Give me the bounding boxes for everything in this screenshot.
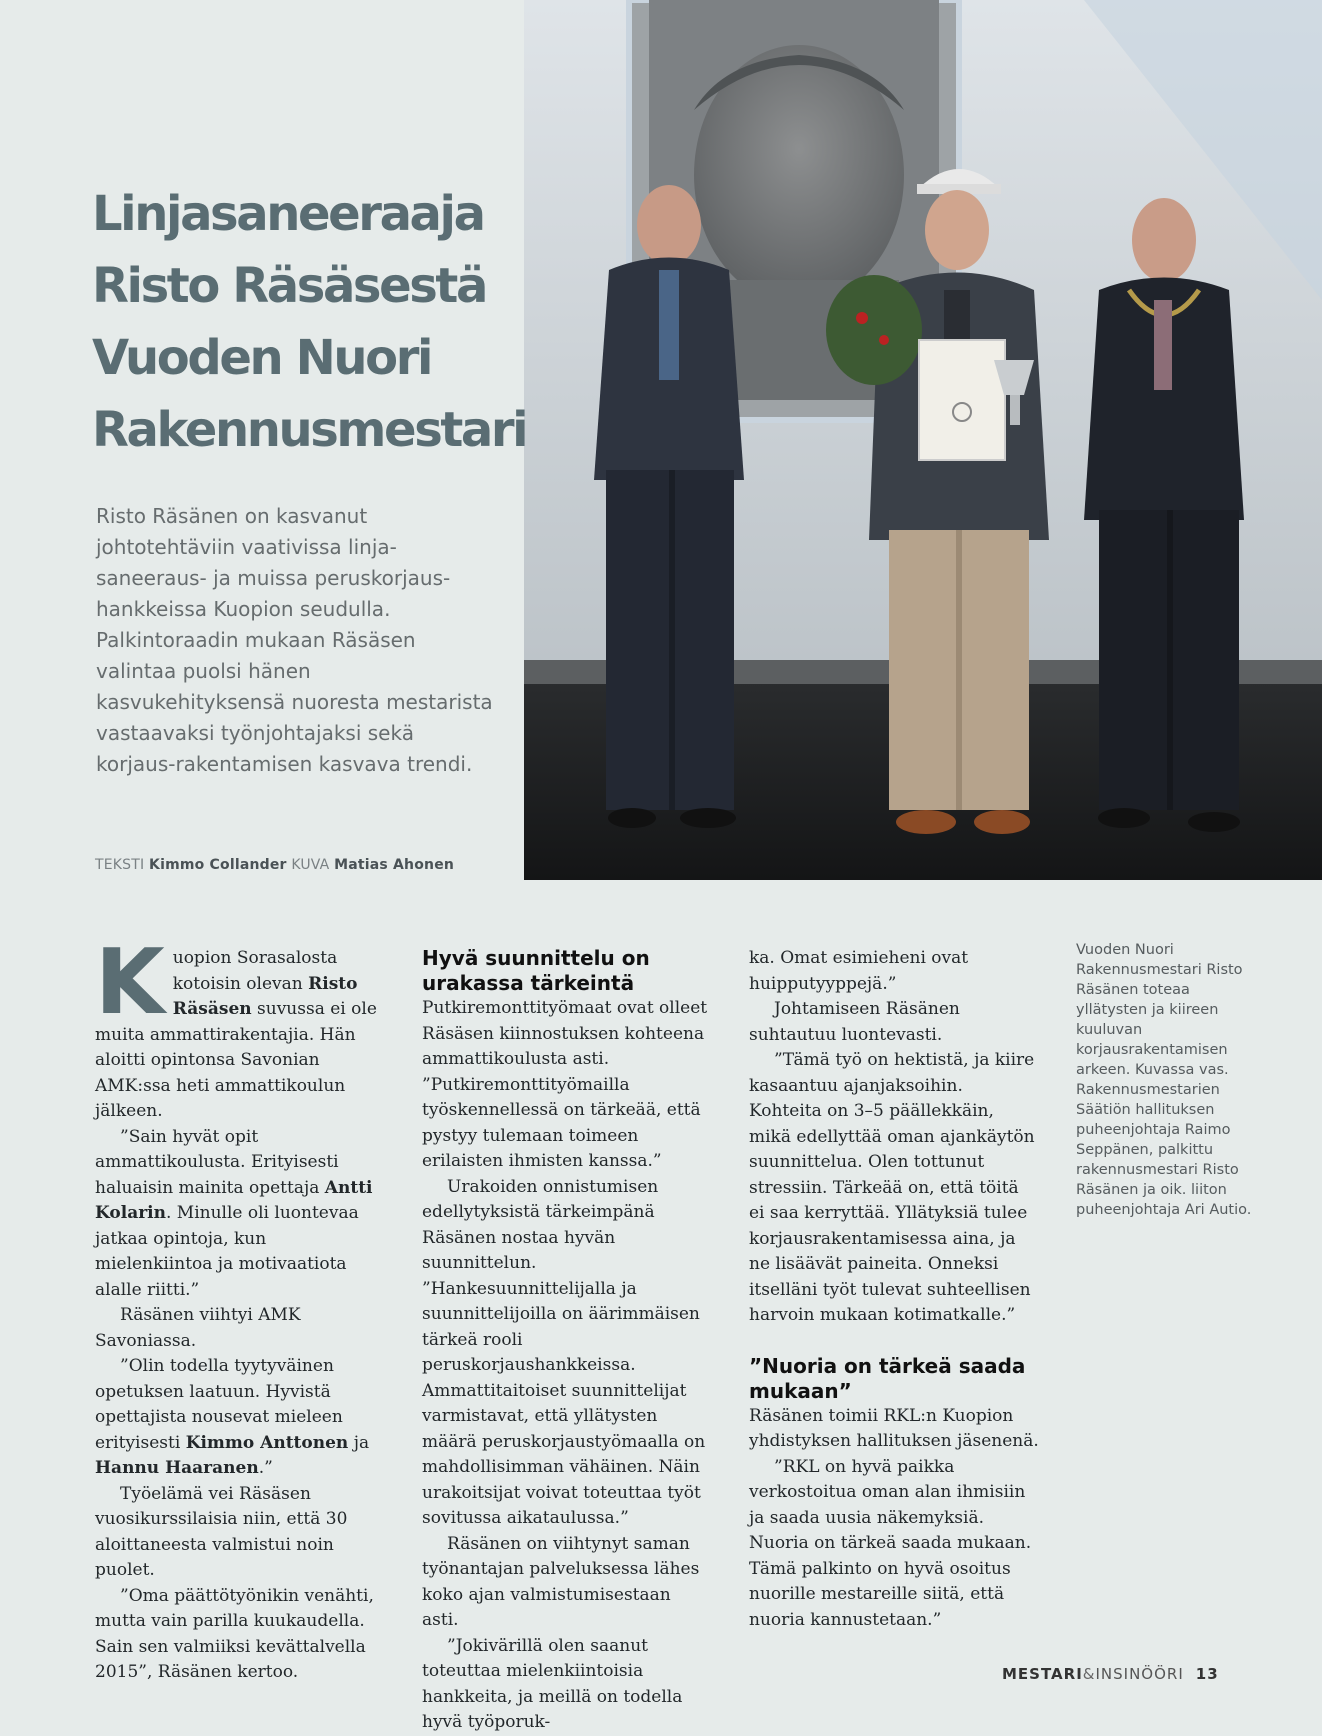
paragraph xyxy=(95,930,385,1125)
byline xyxy=(95,857,454,873)
paragraph: Urakoiden onnistumisen edellytyksistä tärkeimpänä Räsänen nostaa hyvän suunnittelun. ”Hankesuunnittelijalla ja suunnittelijoilla on äärimmäisen tärkeä rooli peruskorjaushankkeissa. Ammattitaitoiset suunnittelijat varmistavat, että yllätysten määrä peruskorjaustyömaalla on mahdollisimman vähäinen. Näin urakoitsijat voivat toteuttaa työt sovitussa aikataulussa.” xyxy=(422,1176,706,1528)
paragraph: ”Jokivärillä olen saanut toteuttaa mielenkiintoisia hankkeita, ja meillä on todella hyvä työporuk- xyxy=(422,1635,683,1732)
text: . Minulle oli luontevaa jatkaa opintoja, kun mielenkiintoa ja motivaatiota alalle riitti.” xyxy=(95,1203,359,1300)
article-column-3 xyxy=(749,946,1039,1633)
paragraph: ”Tämä työ on hektistä, ja kiire kasaantuu ajanjaksoihin. Kohteita on 3–5 päällekkäin, mikä edellyttää oman ajankäytön suunnittelua. Olen tottunut stressiin. Tärkeää on, että töitä ei saa kerryttää. Yllätyksiä tulee korjausrakentamisessa aina, ja ne lisäävät paineita. Onneksi itselläni työt tulevat suhteellisen harvoin mukaan kotimatkalle.” xyxy=(749,1050,1035,1325)
article-column-2 xyxy=(422,946,712,1736)
award-photo xyxy=(524,0,1322,880)
person-name: Risto Räsäsen xyxy=(172,973,358,1019)
paragraph: Työelämä vei Räsäsen vuosikurssilaisia niin, että 30 aloittaneesta valmistui noin puolet. xyxy=(95,1483,348,1580)
byline-text-label: TEKSTI xyxy=(95,857,145,873)
person-name: Hannu Haaranen xyxy=(95,1458,259,1478)
paragraph: Johtamiseen Räsänen suhtautuu luontevasti. xyxy=(749,999,960,1045)
person-name: Kimmo Anttonen xyxy=(185,1432,349,1453)
text: ja xyxy=(348,1432,370,1453)
text: ”Olin todella tyytyväinen opetuksen laatuun. Hyvistä opettajista nousevat mieleen erityisesti xyxy=(95,1356,343,1453)
article-headline: Linjasaneeraaja Risto Räsäsestä Vuoden Nuori Rakennusmestari xyxy=(92,186,527,458)
drop-cap: K xyxy=(95,930,165,1035)
paragraph: Räsänen toimii RKL:n Kuopion yhdistyksen hallituksen jäsenenä. xyxy=(749,1405,1039,1451)
text: suvussa ei ole muita ammattirakentajia. Hän aloitti opintonsa Savonian AMK:ssa heti ammattikoulun jälkeen. xyxy=(95,999,377,1121)
byline-text-author: Kimmo Collander xyxy=(149,857,287,873)
paragraph: Räsänen on viihtynyt saman työnantajan palveluksessa lähes koko ajan valmistumisestaan asti. xyxy=(422,1533,700,1630)
magazine-name-bold: MESTARI xyxy=(1002,1665,1083,1683)
paragraph: ”RKL on hyvä paikka verkostoitua oman alan ihmisiin ja saada uusia näkemyksiä. Nuoria on tärkeä saada mukaan. Tämä palkinto on hyvä osoitus nuorille mestareille siitä, että nuoria kannustetaan.” xyxy=(749,1456,1032,1630)
photo-caption: Vuoden Nuori Rakennusmestari Risto Räsänen toteaa yllätysten ja kiireen kuuluvan korjausrakentamisen arkeen. Kuvassa vas. Rakennusmestarien Säätiön hallituksen puheenjohtaja Raimo Seppänen, palkittu rakennusmestari Risto Räsänen ja oik. liiton puheenjohtaja Ari Autio. xyxy=(1076,942,1252,1218)
page-number: 13 xyxy=(1195,1665,1219,1683)
subheading: Hyvä suunnittelu on urakassa tärkeintä xyxy=(422,946,650,995)
article-column-1 xyxy=(95,930,385,1686)
person-name: Antti Kolarin xyxy=(95,1177,373,1223)
subheading: ”Nuoria on tärkeä saada mukaan” xyxy=(749,1353,1026,1403)
paragraph: ka. Omat esimieheni ovat huipputyyppejä.” xyxy=(749,948,969,994)
paragraph xyxy=(95,1125,385,1304)
page-footer xyxy=(1002,1665,1219,1683)
article-lead: Risto Räsänen on kasvanut johtotehtäviin vaativissa linja-saneeraus- ja muissa peruskorjaus-hankkeissa Kuopion seudulla. Palkintoraadin mukaan Räsäsen valintaa puolsi hänen kasvukehityksensä nuoresta mestarista vastaavaksi työnjohtajaksi sekä korjaus-rakentamisen kasvava trendi. xyxy=(96,504,493,776)
magazine-ampersand: & xyxy=(1082,1665,1096,1683)
byline-photo-author: Matias Ahonen xyxy=(334,857,455,873)
text: ”Sain hyvät opit ammattikoulusta. Erityisesti haluaisin mainita opettaja xyxy=(95,1126,339,1198)
byline-photo-label: KUVA xyxy=(291,857,330,873)
text: .” xyxy=(258,1458,273,1478)
paragraph: Räsänen viihtyi AMK Savoniassa. xyxy=(95,1305,301,1351)
paragraph: ”Oma päättötyönikin venähti, mutta vain parilla kuukaudella. Sain sen valmiiksi kevättalvella 2015”, Räsänen kertoo. xyxy=(95,1585,374,1682)
paragraph: Putkiremonttityömaat ovat olleet Räsäsen kiinnostuksen kohteena ammattikoulusta asti. ”Putkiremonttityömailla työskennellessä on tärkeää, että pystyy tulemaan toimeen erilaisten ihmisten kanssa.” xyxy=(422,998,708,1171)
magazine-name-light: INSINÖÖRI xyxy=(1095,1665,1184,1683)
paragraph xyxy=(95,1354,385,1482)
text: uopion Sorasalosta kotoisin olevan xyxy=(172,948,338,994)
